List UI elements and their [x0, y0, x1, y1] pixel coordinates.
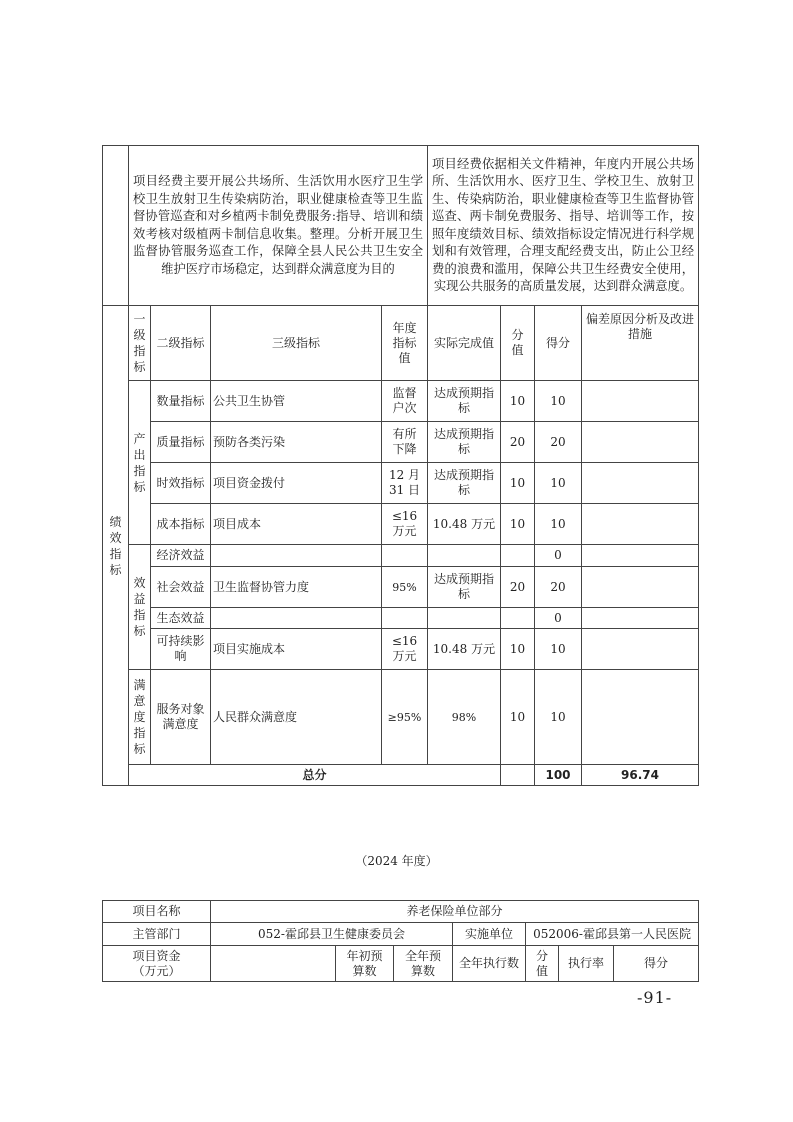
dept-label: 主管部门: [103, 923, 211, 946]
score-cell: 20: [535, 567, 582, 608]
level3-cell: [211, 545, 382, 567]
project-name-label: 项目名称: [103, 901, 211, 923]
level2-cell: 成本指标: [151, 504, 211, 545]
weight-cell: 10: [501, 463, 535, 504]
level2-cell: 生态效益: [151, 608, 211, 629]
level2-cell: 服务对象满意度: [151, 670, 211, 765]
deviation-cell: [582, 567, 699, 608]
target-text: ≤16 万元: [391, 509, 418, 538]
page-number: -91-: [637, 988, 673, 1007]
section-label: [103, 306, 129, 786]
actual-cell: [428, 545, 501, 567]
level1-satisfaction-text: 满意度指标: [133, 678, 146, 756]
actual-cell: 10.48 万元: [428, 504, 501, 545]
score-cell: 10: [535, 463, 582, 504]
funds-header-rate: 执行率: [559, 946, 614, 982]
department-row: [103, 923, 699, 946]
level3-cell: 卫生监督协管力度: [211, 567, 382, 608]
funds-header-weight: [526, 946, 559, 982]
score-cell: 10: [535, 504, 582, 545]
level2-cell: 质量指标: [151, 422, 211, 463]
table-row: [103, 629, 699, 670]
weight-cell: 20: [501, 567, 535, 608]
level2-cell: 可持续影响: [151, 629, 211, 670]
header-deviation: 偏差原因分析及改进措施: [582, 306, 699, 381]
project-info-table: [102, 900, 699, 982]
funds-row: [103, 946, 699, 982]
level3-cell: 项目成本: [211, 504, 382, 545]
level2-cell: 数量指标: [151, 381, 211, 422]
weight-cell: 10: [501, 629, 535, 670]
actual-cell: 达成预期指标: [428, 422, 501, 463]
project-name-row: [103, 901, 699, 923]
level1-output: [129, 381, 151, 545]
level3-cell: [211, 608, 382, 629]
impl-value: 052006-霍邱县第一人民医院: [526, 923, 699, 946]
initial-goal-text: 项目经费主要开展公共场所、生活饮用水医疗卫生学校卫生放射卫生传染病防治，职业健康检查等卫生监督协管巡查和对乡植两卡制免费服务:指导、培训和绩效考核对级植两卡制信息收集。整理。分析开展卫生监督协管服务巡查工作，保障全县人民公共卫生安全维护医疗市场稳定，达到群众满意度为目的: [129, 146, 428, 306]
funds-header-score: 得分: [614, 946, 699, 982]
target-text: 监督户次: [392, 386, 417, 415]
target-cell: [382, 422, 428, 463]
table-row: [103, 504, 699, 545]
total-weight: 100: [535, 765, 582, 786]
target-text: 12 月 31 日: [388, 468, 421, 497]
level3-cell: 公共卫生协管: [211, 381, 382, 422]
level2-cell: 社会效益: [151, 567, 211, 608]
project-name-value: 养老保险单位部分: [211, 901, 699, 923]
header-level2: 二级指标: [151, 306, 211, 381]
funds-header-weight-text: 分值: [535, 948, 548, 978]
weight-cell: [501, 608, 535, 629]
dept-value: 052-霍邱县卫生健康委员会: [211, 923, 453, 946]
deviation-cell: [582, 422, 699, 463]
target-cell: 95%: [382, 567, 428, 608]
header-weight-text: 分值: [511, 328, 524, 357]
deviation-cell: [582, 545, 699, 567]
header-level1-text: 一级指标: [133, 312, 146, 374]
header-level3: 三级指标: [211, 306, 382, 381]
total-label: 总分: [129, 765, 501, 786]
level2-cell: 时效指标: [151, 463, 211, 504]
table-row: [103, 422, 699, 463]
total-empty: [501, 765, 535, 786]
deviation-cell: [582, 504, 699, 545]
header-weight: [501, 306, 535, 381]
impl-label: 实施单位: [453, 923, 526, 946]
target-text: 有所下降: [392, 427, 417, 456]
deviation-cell: [582, 463, 699, 504]
funds-label-text: 项目资金（万元）: [132, 948, 181, 978]
score-cell: 10: [535, 670, 582, 765]
deviation-cell: [582, 629, 699, 670]
year-caption: （2024 年度）: [355, 854, 438, 868]
funds-header-initial: [336, 946, 394, 982]
performance-table: [102, 145, 699, 786]
level3-cell: 人民群众满意度: [211, 670, 382, 765]
level3-cell: 预防各类污染: [211, 422, 382, 463]
score-cell: 0: [535, 608, 582, 629]
target-cell: ≥95%: [382, 670, 428, 765]
target-cell: [382, 629, 428, 670]
actual-completion-text: 项目经费依据相关文件精神，年度内开展公共场所、生活饮用水、医疗卫生、学校卫生、放射卫生、传染病防治，职业健康检查等卫生监督协管巡查、两卡制免费服务、指导、培训等工作，按照年度绩效目标、绩效指标设定情况进行科学规划和有效管理，合理支配经费支出，防止公卫经费的浪费和滥用，保障公共卫生经费安全使用，实现公共服务的高质量发展，达到群众满意度。: [428, 146, 699, 306]
score-cell: 10: [535, 629, 582, 670]
deviation-cell: [582, 608, 699, 629]
table-row: [103, 670, 699, 765]
actual-cell: 达成预期指标: [428, 463, 501, 504]
total-score: 96.74: [582, 765, 699, 786]
level1-benefit-text: 效益指标: [133, 576, 146, 638]
funds-header-annual-text: 全年预算数: [404, 948, 441, 978]
actual-cell: 98%: [428, 670, 501, 765]
funds-header-annual: [394, 946, 453, 982]
target-cell: [382, 463, 428, 504]
actual-cell: 10.48 万元: [428, 629, 501, 670]
table-row: [103, 567, 699, 608]
level3-cell: 项目实施成本: [211, 629, 382, 670]
level1-satisfaction: [129, 670, 151, 765]
funds-empty: [211, 946, 336, 982]
header-score: 得分: [535, 306, 582, 381]
target-cell: [382, 381, 428, 422]
target-cell: [382, 504, 428, 545]
header-row: [103, 306, 699, 381]
header-target-text: 年度指标值: [392, 320, 417, 365]
header-level1: [129, 306, 151, 381]
table-row: [103, 381, 699, 422]
funds-label: [103, 946, 211, 982]
weight-cell: [501, 545, 535, 567]
weight-cell: 20: [501, 422, 535, 463]
level3-cell: 项目资金拨付: [211, 463, 382, 504]
deviation-cell: [582, 381, 699, 422]
score-cell: 20: [535, 422, 582, 463]
level2-cell: 经济效益: [151, 545, 211, 567]
level1-benefit: [129, 545, 151, 670]
goal-row: [103, 146, 699, 306]
total-row: [103, 765, 699, 786]
actual-cell: 达成预期指标: [428, 567, 501, 608]
header-actual: 实际完成值: [428, 306, 501, 381]
level1-output-text: 产出指标: [133, 431, 146, 494]
table-row: [103, 545, 699, 567]
target-cell: [382, 545, 428, 567]
actual-cell: [428, 608, 501, 629]
score-cell: 10: [535, 381, 582, 422]
weight-cell: 10: [501, 381, 535, 422]
target-cell: [382, 608, 428, 629]
funds-header-executed: 全年执行数: [453, 946, 526, 982]
funds-header-initial-text: 年初预算数: [346, 948, 383, 978]
table-row: [103, 463, 699, 504]
target-text: ≤16 万元: [391, 634, 418, 663]
weight-cell: 10: [501, 504, 535, 545]
section-label-text: 绩效指标: [109, 514, 122, 577]
deviation-cell: [582, 670, 699, 765]
weight-cell: 10: [501, 670, 535, 765]
table-row: [103, 608, 699, 629]
header-target: [382, 306, 428, 381]
goal-label-cell: [103, 146, 129, 306]
score-cell: 0: [535, 545, 582, 567]
actual-cell: 达成预期指标: [428, 381, 501, 422]
